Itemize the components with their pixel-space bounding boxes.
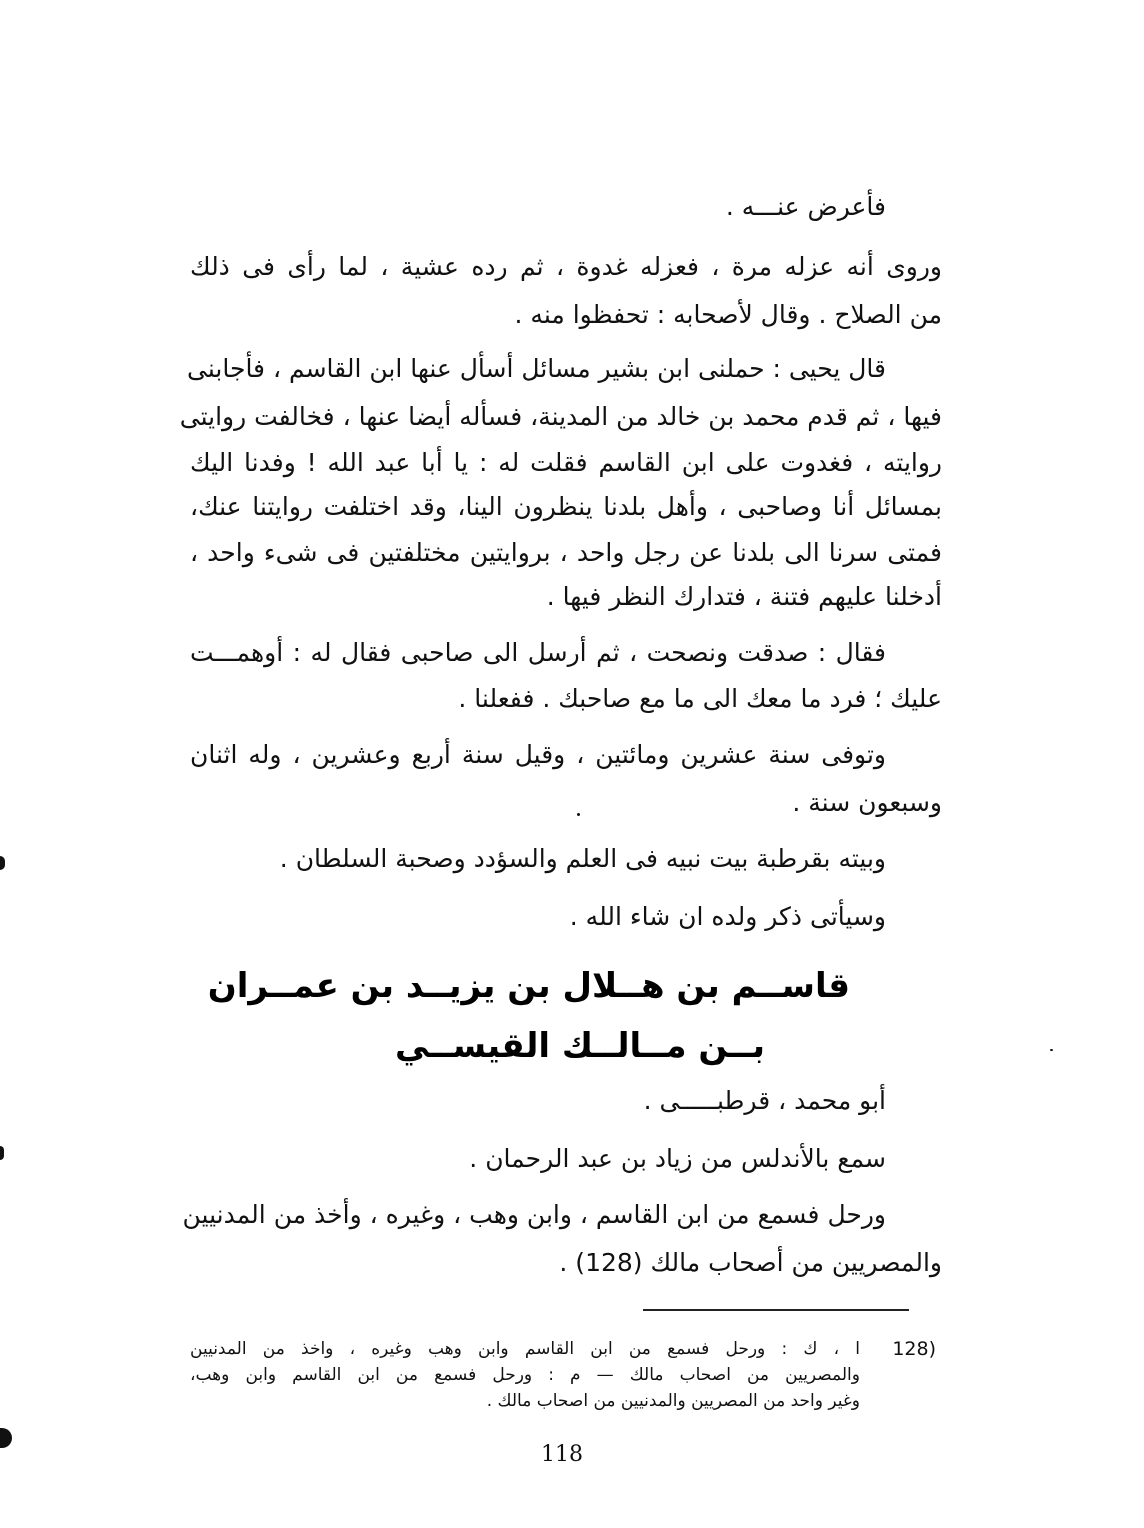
entry-heading-line2: بــن مــالــك القيســي (394, 1026, 765, 1066)
scan-speck (577, 813, 580, 816)
footnote-line: وغير واحد من المصريين والمدنيين من اصحاب مالك . (486, 1391, 860, 1411)
text-line: وسيأتى ذكر ولده ان شاء الله . (569, 902, 886, 931)
text-line: وتوفى سنة عشرين ومائتين ، وقيل سنة أربع وعشرين ، وله اثنان (190, 740, 886, 769)
text-line: ورحل فسمع من ابن القاسم ، وابن وهب ، وغيره ، وأخذ من المدنيين (182, 1200, 886, 1229)
text-line: فأعرض عنـــه . (725, 192, 886, 221)
page-number: 118 (541, 1442, 583, 1467)
scan-mark (0, 1146, 4, 1160)
text-line: أبو محمد ، قرطبـــــى . (643, 1086, 886, 1115)
footnote-number: 128) (892, 1338, 936, 1360)
footnote-line: ا ، ك : ورحل فسمع من ابن القاسم وابن وهب وغيره ، واخذ من المدنيين (190, 1339, 860, 1359)
text-line: والمصريين من أصحاب مالك (128) . (559, 1248, 942, 1277)
scan-mark (0, 856, 5, 870)
text-line: أدخلنا عليهم فتنة ، فتدارك النظر فيها . (546, 582, 942, 611)
scan-mark (0, 1428, 12, 1448)
text-line: فيها ، ثم قدم محمد بن خالد من المدينة، فسأله أيضا عنها ، فخالفت روايتى (179, 402, 942, 431)
text-line: من الصلاح . وقال لأصحابه : تحفظوا منه . (514, 300, 942, 329)
text-line: روايته ، فغدوت على ابن القاسم فقلت له : يا أبا عبد الله ! وفدنا اليك (190, 448, 942, 477)
footnote-separator (643, 1309, 909, 1311)
text-line: عليك ؛ فرد ما معك الى ما مع صاحبك . ففعلنا . (458, 684, 942, 713)
text-line: قال يحيى : حملنى ابن بشير مسائل أسأل عنها ابن القاسم ، فأجابنى (187, 354, 886, 383)
text-line: وسبعون سنة . (792, 788, 942, 817)
text-line: فقال : صدقت ونصحت ، ثم أرسل الى صاحبى فقال له : أوهمـــت (190, 638, 886, 667)
scan-speck (1050, 1049, 1053, 1051)
footnote-line: والمصريين من اصحاب مالك — م : ورحل فسمع من ابن القاسم وابن وهب، (190, 1365, 860, 1385)
text-line: فمتى سرنا الى بلدنا عن رجل واحد ، بروايتين مختلفتين فى شىء واحد ، (190, 538, 942, 567)
text-line: وبيته بقرطبة بيت نبيه فى العلم والسؤدد وصحبة السلطان . (279, 844, 886, 873)
entry-heading-line1: قاســم بن هــلال بن يزيــد بن عمــران (207, 966, 850, 1006)
text-line: سمع بالأندلس من زياد بن عبد الرحمان . (469, 1144, 886, 1173)
text-line: بمسائل أنا وصاحبى ، وأهل بلدنا ينظرون الينا، وقد اختلفت روايتنا عنك، (190, 492, 942, 521)
text-line: وروى أنه عزله مرة ، فعزله غدوة ، ثم رده عشية ، لما رأى فى ذلك (190, 252, 942, 281)
